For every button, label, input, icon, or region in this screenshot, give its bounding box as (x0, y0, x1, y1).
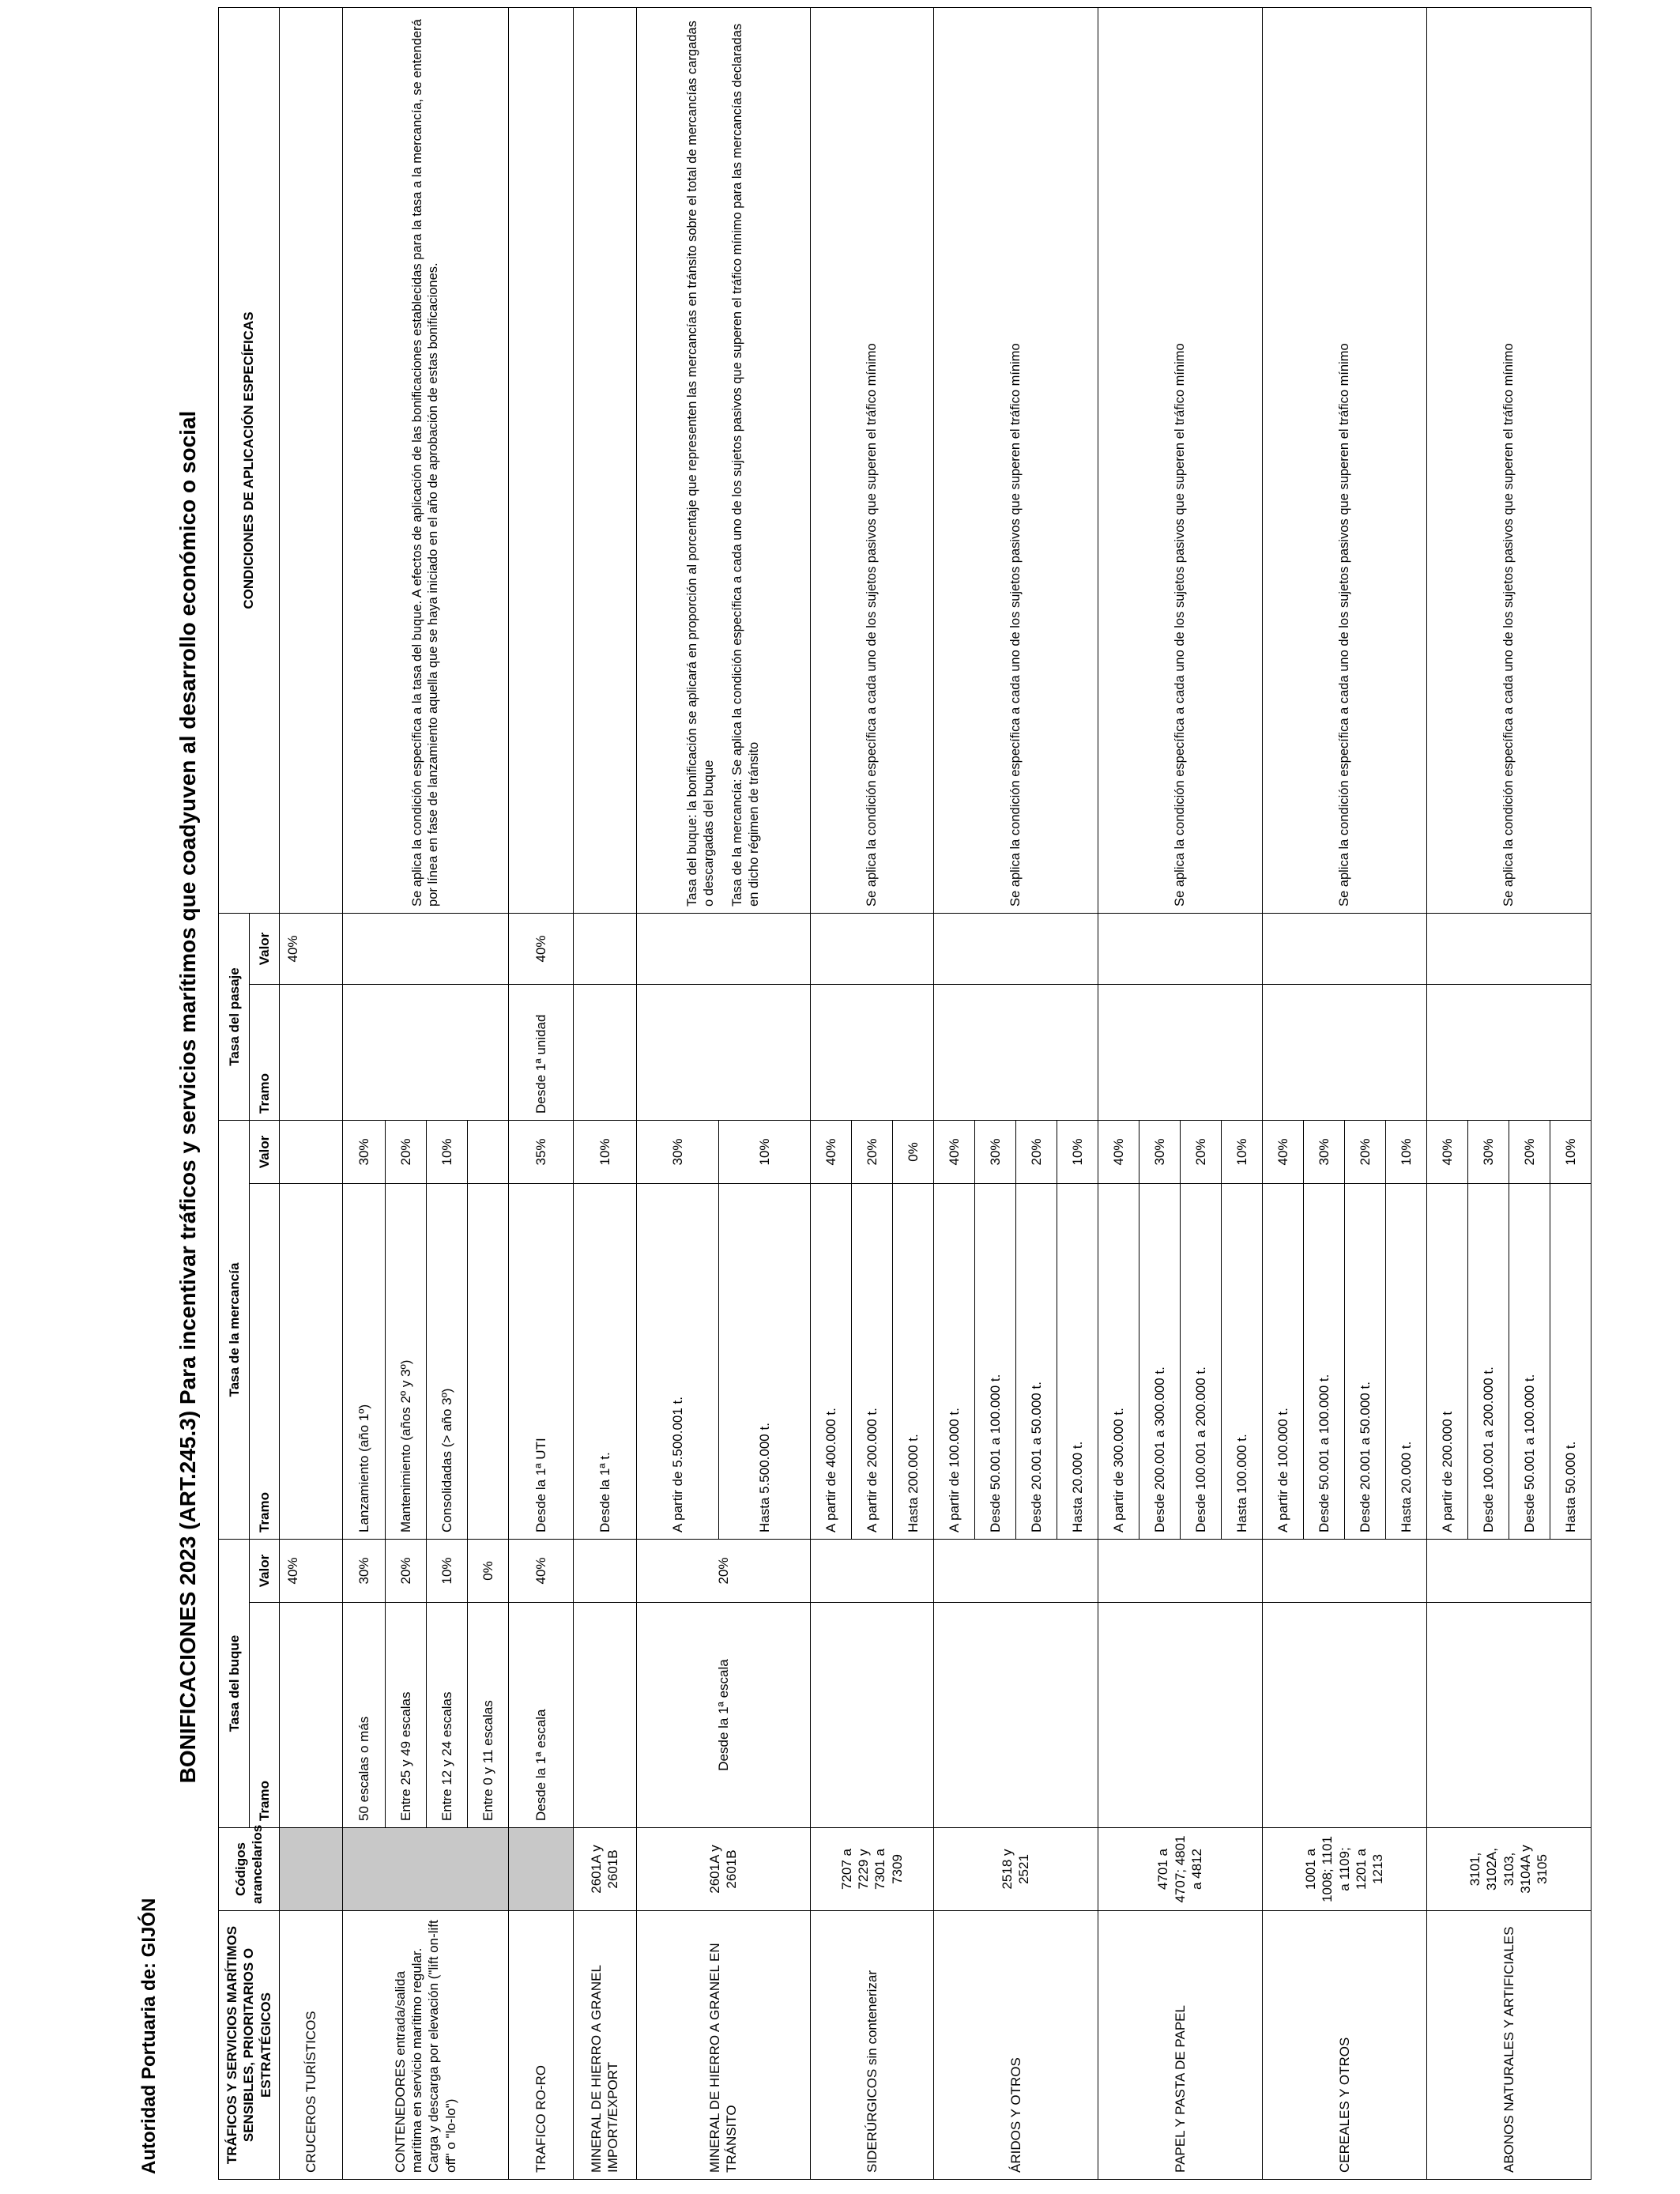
goods-tramo-papel-3: Desde 100.001 a 200.000 t. (1180, 1184, 1221, 1540)
header-traffic: TRÁFICOS Y SERVICIOS MARÍTIMOS SENSIBLES, PRIORITARIOS O ESTRATÉGICOS (219, 1911, 280, 2180)
codes-siderurgicos: 7207 a 7229 y 7301 a 7309 (810, 1828, 933, 1911)
conditions-cell (573, 7, 636, 913)
passenger-value-cell (342, 913, 508, 984)
goods-value-aridos-3: 20% (1015, 1120, 1057, 1183)
codes-cereales: 1001 a 1008; 1101 a 1109; 1201 a 1213 (1262, 1828, 1426, 1911)
goods-value-contenedores-3: 10% (426, 1120, 467, 1183)
conditions-abonos: Se aplica la condición específica a cada uno de los sujetos pasivos que superen el tráfico mínimo (1426, 7, 1591, 913)
conditions-cell (279, 7, 342, 913)
header-ship-valor: Valor (250, 1540, 279, 1603)
goods-tramo-abonos-4: Hasta 50.000 t. (1550, 1184, 1591, 1540)
row-name-contenedores: CONTENEDORES entrada/salida marítima en servicio marítimo regular. Carga y descarga por elevación ("lift on-lift off" o "lo-lo") (342, 1911, 508, 2180)
passenger-tramo-cell (1426, 984, 1591, 1120)
row-name-roro: TRAFICO RO-RO (508, 1911, 573, 2180)
passenger-value-cell (1262, 913, 1426, 984)
goods-value-roro: 35% (508, 1120, 573, 1183)
row-name-cereales: CEREALES Y OTROS (1262, 1911, 1426, 2180)
goods-value-papel-1: 40% (1098, 1120, 1139, 1183)
ship-value-cell (573, 1540, 636, 1603)
ship-value-roro: 40% (508, 1540, 573, 1603)
header-ship-tramo: Tramo (250, 1603, 279, 1828)
passenger-value-cell (1098, 913, 1262, 984)
ship-tramo-cell (279, 1603, 342, 1828)
goods-tramo-aridos-1: A partir de 100.000 t. (933, 1184, 974, 1540)
codes-cell-empty (342, 1828, 508, 1911)
passenger-tramo-cell (933, 984, 1098, 1120)
goods-value-contenedores-1: 30% (342, 1120, 385, 1183)
header-goods-fee: Tasa de la mercancía (219, 1120, 250, 1539)
header-passenger-valor: Valor (250, 913, 279, 984)
ship-tramo-roro: Desde la 1ª escala (508, 1603, 573, 1828)
goods-tramo-cereales-2: Desde 50.001 a 100.000 t. (1303, 1184, 1344, 1540)
conditions-aridos: Se aplica la condición específica a cada uno de los sujetos pasivos que superen el tráfico mínimo (933, 7, 1098, 913)
passenger-value-cell (636, 913, 810, 984)
document-title: BONIFICACIONES 2023 (ART.245.3) Para incentivar tráficos y servicios marítimos que coadyuven al desarrollo económico o social (175, 410, 200, 1784)
header-ship-fee: Tasa del buque (219, 1540, 250, 1828)
goods-tramo-papel-2: Desde 200.001 a 300.000 t. (1139, 1184, 1180, 1540)
goods-value-cereales-2: 30% (1303, 1120, 1344, 1183)
ship-value-cell (1262, 1540, 1426, 1603)
codes-papel: 4701 a 4707; 4801 a 4812 (1098, 1828, 1262, 1911)
goods-tramo-mineral-transito-1: A partir de 5.500.001 t. (636, 1184, 718, 1540)
ship-value-cell (933, 1540, 1098, 1603)
goods-value-papel-2: 30% (1139, 1120, 1180, 1183)
goods-tramo-aridos-3: Desde 20.001 a 50.000 t. (1015, 1184, 1057, 1540)
goods-tramo-cereales-3: Desde 20.001 a 50.000 t. (1344, 1184, 1385, 1540)
goods-value-siderurgicos-3: 0% (892, 1120, 933, 1183)
ship-tramo-contenedores-2: Entre 25 y 49 escalas (385, 1603, 426, 1828)
ship-value-cruceros: 40% (279, 1540, 342, 1603)
ship-value-cell (1098, 1540, 1262, 1603)
goods-value-cereales-4: 10% (1385, 1120, 1426, 1183)
ship-value-contenedores-3: 10% (426, 1540, 467, 1603)
goods-tramo-siderurgicos-3: Hasta 200.000 t. (892, 1184, 933, 1540)
passenger-tramo-cell (279, 984, 342, 1120)
passenger-value-cell (1426, 913, 1591, 984)
ship-tramo-cell (1426, 1603, 1591, 1828)
header-codes: Códigos arancelarios (219, 1828, 280, 1911)
conditions-cell (508, 7, 573, 913)
goods-tramo-abonos-3: Desde 50.001 a 100.000 t. (1509, 1184, 1550, 1540)
passenger-value-cell (933, 913, 1098, 984)
goods-value-aridos-1: 40% (933, 1120, 974, 1183)
header-goods-valor: Valor (250, 1120, 279, 1183)
goods-value-abonos-4: 10% (1550, 1120, 1591, 1183)
passenger-tramo-cell (636, 984, 810, 1120)
passenger-value-cell (810, 913, 933, 984)
ship-tramo-cell (933, 1603, 1098, 1828)
goods-tramo-cell (279, 1184, 342, 1540)
goods-tramo-roro: Desde la 1ª UTI (508, 1184, 573, 1540)
passenger-value-cruceros: 40% (279, 913, 342, 984)
header-passenger-fee: Tasa del pasaje (219, 913, 250, 1120)
goods-tramo-aridos-4: Hasta 20.000 t. (1057, 1184, 1098, 1540)
passenger-tramo-cell (573, 984, 636, 1120)
goods-tramo-cell (467, 1184, 508, 1540)
conditions-mineral-transito-mercancia: Tasa de la mercancía: Se aplica la condición específica a cada uno de los sujetos pasivos que superen el tráfico mínimo para las mercancías declaradas en dicho régimen de tránsito (730, 23, 761, 907)
goods-tramo-papel-1: A partir de 300.000 t. (1098, 1184, 1139, 1540)
row-name-mineral-import: MINERAL DE HIERRO A GRANEL IMPORT/EXPORT (573, 1911, 636, 2180)
goods-tramo-siderurgicos-2: A partir de 200.000 t. (851, 1184, 892, 1540)
row-name-aridos: ÁRIDOS Y OTROS (933, 1911, 1098, 2180)
ship-tramo-contenedores-4: Entre 0 y 11 escalas (467, 1603, 508, 1828)
goods-tramo-contenedores-2: Mantenimiento (años 2º y 3º) (385, 1184, 426, 1540)
ship-value-mineral-transito: 20% (636, 1540, 810, 1603)
goods-value-abonos-3: 20% (1509, 1120, 1550, 1183)
conditions-mineral-transito (636, 7, 810, 913)
passenger-value-roro: 40% (508, 913, 573, 984)
passenger-tramo-cell (1262, 984, 1426, 1120)
header-passenger-tramo: Tramo (250, 984, 279, 1120)
conditions-cereales: Se aplica la condición específica a cada uno de los sujetos pasivos que superen el tráfico mínimo (1262, 7, 1426, 913)
ship-value-contenedores-1: 30% (342, 1540, 385, 1603)
codes-cell-empty (508, 1828, 573, 1911)
passenger-tramo-cell (1098, 984, 1262, 1120)
conditions-siderurgicos: Se aplica la condición específica a cada uno de los sujetos pasivos que superen el tráfico mínimo (810, 7, 933, 913)
goods-tramo-mineral-transito-2: Hasta 5.500.000 t. (718, 1184, 810, 1540)
row-name-siderurgicos: SIDERÚRGICOS sin contenerizar (810, 1911, 933, 2180)
row-name-abonos: ABONOS NATURALES Y ARTIFICIALES (1426, 1911, 1591, 2180)
row-name-cruceros: CRUCEROS TURÍSTICOS (279, 1911, 342, 2180)
passenger-tramo-roro: Desde 1ª unidad (508, 984, 573, 1120)
goods-value-abonos-2: 30% (1467, 1120, 1509, 1183)
ship-value-cell (1426, 1540, 1591, 1603)
ship-value-contenedores-2: 20% (385, 1540, 426, 1603)
codes-cell-empty (279, 1828, 342, 1911)
goods-value-cereales-3: 20% (1344, 1120, 1385, 1183)
ship-tramo-contenedores-1: 50 escalas o más (342, 1603, 385, 1828)
codes-aridos: 2518 y 2521 (933, 1828, 1098, 1911)
goods-value-aridos-4: 10% (1057, 1120, 1098, 1183)
passenger-value-cell (573, 913, 636, 984)
goods-tramo-aridos-2: Desde 50.001 a 100.000 t. (974, 1184, 1015, 1540)
goods-tramo-abonos-1: A partir de 200.000 t (1426, 1184, 1467, 1540)
row-name-mineral-transito: MINERAL DE HIERRO A GRANEL EN TRÁNSITO (636, 1911, 810, 2180)
goods-tramo-cereales-1: A partir de 100.000 t. (1262, 1184, 1303, 1540)
goods-value-mineral-transito-2: 10% (718, 1120, 810, 1183)
codes-mineral-transito: 2601A y 2601B (636, 1828, 810, 1911)
codes-mineral-import: 2601A y 2601B (573, 1828, 636, 1911)
goods-value-siderurgicos-1: 40% (810, 1120, 851, 1183)
goods-tramo-siderurgicos-1: A partir de 400.000 t. (810, 1184, 851, 1540)
goods-tramo-mineral-import: Desde la 1ª t. (573, 1184, 636, 1540)
header-conditions: CONDICIONES DE APLICACIÓN ESPECÍFICAS (219, 7, 280, 913)
ship-tramo-mineral-transito: Desde la 1ª escala (636, 1603, 810, 1828)
conditions-contenedores: Se aplica la condición específica a la tasa del buque. A efectos de aplicación de las bonificaciones establecidas para la tasa a la mercancía, se entenderá por línea en fase de lanzamiento aquella que se haya iniciado en el año de aprobación de estas bonificaciones. (342, 7, 508, 913)
row-name-papel: PAPEL Y PASTA DE PAPEL (1098, 1911, 1262, 2180)
goods-value-aridos-2: 30% (974, 1120, 1015, 1183)
conditions-papel: Se aplica la condición específica a cada uno de los sujetos pasivos que superen el tráfico mínimo (1098, 7, 1262, 913)
goods-tramo-abonos-2: Desde 100.001 a 200.000 t. (1467, 1184, 1509, 1540)
conditions-mineral-transito-buque: Tasa del buque: la bonificación se aplicará en proporción al porcentaje que representen las mercancías en tránsito sobre el total de mercancías cargadas o descargadas del buque (685, 21, 716, 907)
bonuses-table (218, 7, 1591, 2180)
ship-tramo-cell (1262, 1603, 1426, 1828)
ship-tramo-cell (1098, 1603, 1262, 1828)
ship-tramo-cell (810, 1603, 933, 1828)
goods-tramo-cereales-4: Hasta 20.000 t. (1385, 1184, 1426, 1540)
goods-value-mineral-import: 10% (573, 1120, 636, 1183)
goods-value-mineral-transito-1: 30% (636, 1120, 718, 1183)
goods-tramo-contenedores-1: Lanzamiento (año 1º) (342, 1184, 385, 1540)
goods-tramo-contenedores-3: Consolidadas (> año 3º) (426, 1184, 467, 1540)
ship-tramo-cell (573, 1603, 636, 1828)
ship-tramo-contenedores-3: Entre 12 y 24 escalas (426, 1603, 467, 1828)
passenger-tramo-cell (810, 984, 933, 1120)
header-goods-tramo: Tramo (250, 1184, 279, 1540)
port-authority-label: Autoridad Portuaria de: GIJÓN (138, 1898, 160, 2174)
goods-value-abonos-1: 40% (1426, 1120, 1467, 1183)
goods-value-cell (467, 1120, 508, 1183)
goods-value-papel-4: 10% (1221, 1120, 1262, 1183)
goods-value-contenedores-2: 20% (385, 1120, 426, 1183)
goods-value-siderurgicos-2: 20% (851, 1120, 892, 1183)
ship-value-contenedores-4: 0% (467, 1540, 508, 1603)
ship-value-cell (810, 1540, 933, 1603)
goods-value-cereales-1: 40% (1262, 1120, 1303, 1183)
passenger-tramo-cell (342, 984, 508, 1120)
goods-value-papel-3: 20% (1180, 1120, 1221, 1183)
codes-abonos: 3101, 3102A, 3103, 3104A y 3105 (1426, 1828, 1591, 1911)
goods-tramo-papel-4: Hasta 100.000 t. (1221, 1184, 1262, 1540)
goods-value-cell (279, 1120, 342, 1183)
